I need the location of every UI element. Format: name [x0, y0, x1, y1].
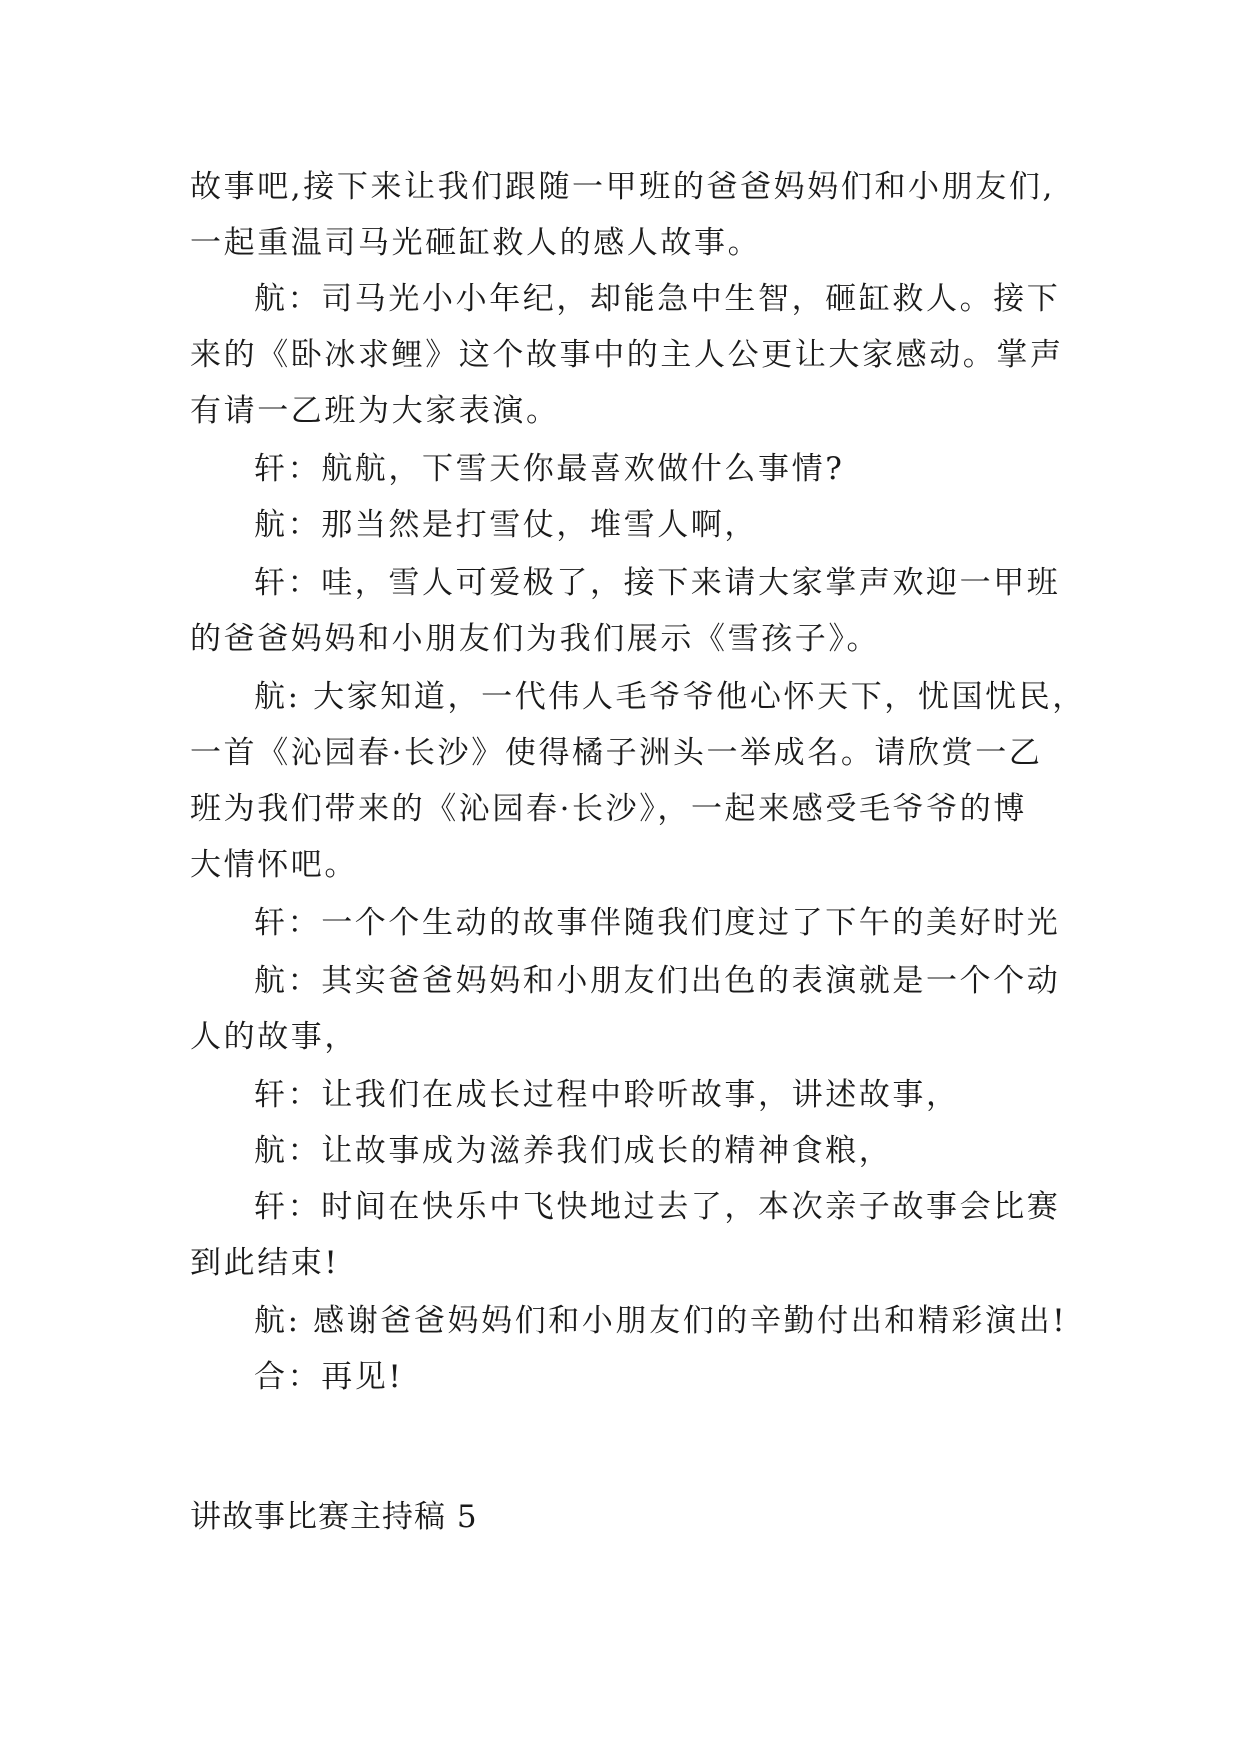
dialogue-line: 合：再见!: [254, 1359, 404, 1395]
text-line: 大情怀吧。: [190, 847, 358, 883]
dialogue-line: 轩：让我们在成长过程中聆听故事，讲述故事，: [254, 1077, 960, 1113]
dialogue-line: 航: 大家知道，一代伟人毛爷爷他心怀天下，忧国忧民，: [254, 679, 1086, 715]
text-line: 班为我们带来的《沁园春·长沙》，一起来感受毛爷爷的博: [190, 791, 1027, 827]
dialogue-line: 航：其实爸爸妈妈和小朋友们出色的表演就是一个个动: [254, 963, 1061, 999]
text-line: 故事吧,接下来让我们跟随一甲班的爸爸妈妈们和小朋友们,: [190, 169, 1055, 205]
dialogue-line: 轩：一个个生动的故事伴随我们度过了下午的美好时光: [254, 905, 1061, 941]
text-line: 有请一乙班为大家表演。: [190, 393, 560, 429]
dialogue-line: 轩：时间在快乐中飞快地过去了，本次亲子故事会比赛: [254, 1189, 1061, 1225]
dialogue-line: 航：那当然是打雪仗，堆雪人啊，: [254, 507, 758, 543]
dialogue-line: 航：司马光小小年纪，却能急中生智，砸缸救人。接下: [254, 281, 1061, 317]
dialogue-line: 航：让故事成为滋养我们成长的精神食粮，: [254, 1133, 893, 1169]
text-line: 来的《卧冰求鲤》这个故事中的主人公更让大家感动。掌声: [190, 337, 1064, 373]
text-line: 到此结束!: [190, 1245, 340, 1281]
text-line: 人的故事，: [190, 1019, 358, 1055]
dialogue-line: 轩：哇，雪人可爱极了，接下来请大家掌声欢迎一甲班: [254, 565, 1061, 601]
dialogue-line: 航: 感谢爸爸妈妈们和小朋友们的辛勤付出和精彩演出!: [254, 1303, 1068, 1339]
section-title: 讲故事比赛主持稿 5: [190, 1499, 478, 1535]
text-line: 的爸爸妈妈和小朋友们为我们展示《雪孩子》。: [190, 621, 881, 657]
dialogue-line: 轩：航航，下雪天你最喜欢做什么事情?: [254, 451, 845, 487]
text-line: 一首《沁园春·长沙》使得橘子洲头一举成名。请欣赏一乙: [190, 735, 1043, 771]
text-line: 一起重温司马光砸缸救人的感人故事。: [190, 225, 762, 261]
